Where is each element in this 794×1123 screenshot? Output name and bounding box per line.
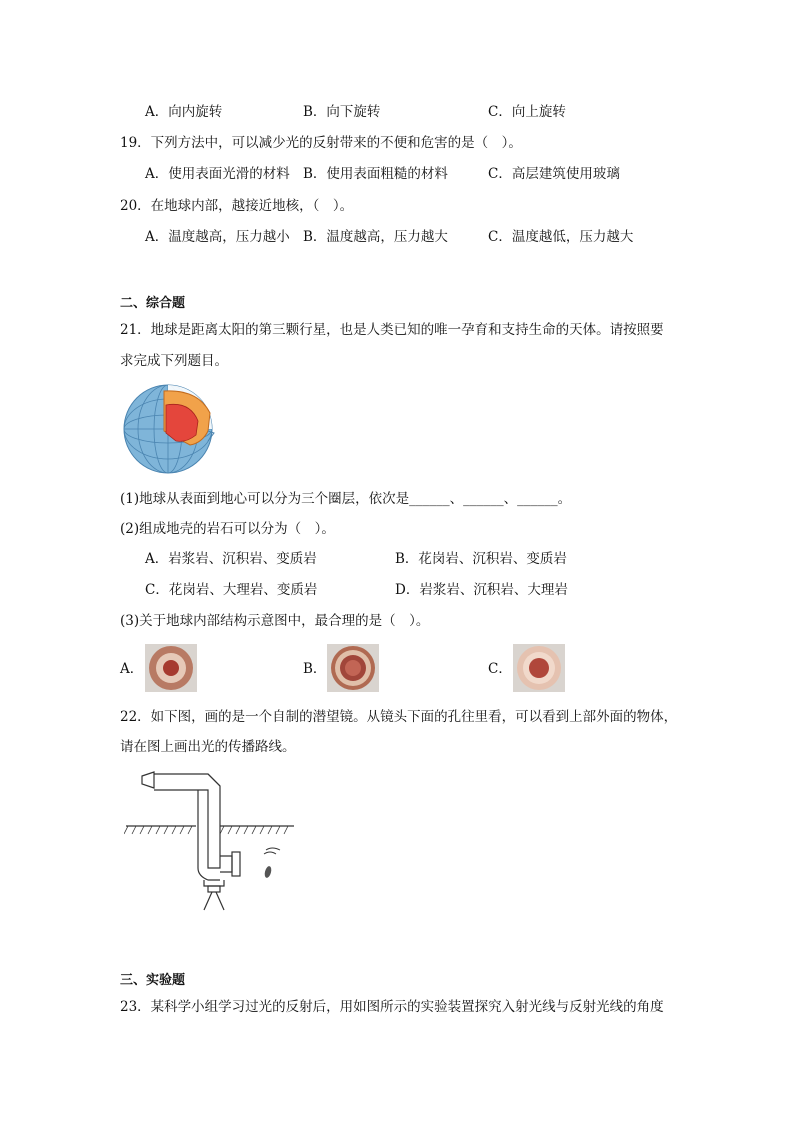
- q19-option-b: B．使用表面粗糙的材料: [303, 166, 448, 182]
- q21-sub2-option-b: B．花岗岩、沉积岩、变质岩: [395, 551, 567, 567]
- q21-sub1: (1)地球从表面到地心可以分为三个圈层，依次是______、______、______。: [120, 491, 572, 507]
- q21-stem-line1: 21．地球是距离太阳的第三颗行星，也是人类已知的唯一孕育和支持生命的天体。请按照要: [120, 322, 664, 338]
- q21-sub2-option-a: A．岩浆岩、沉积岩、变质岩: [145, 551, 317, 567]
- q21-sub2-option-c: C．花岗岩、大理岩、变质岩: [145, 582, 318, 598]
- q19-option-a: A．使用表面光滑的材料: [145, 166, 290, 182]
- periscope-illustration: [124, 768, 299, 917]
- q20-option-b: B．温度越高，压力越大: [303, 229, 448, 245]
- q20-option-c: C．温度越低，压力越大: [488, 229, 634, 245]
- q21-stem-line2: 求完成下列题目。: [120, 353, 228, 369]
- q23-stem-line1: 23．某科学小组学习过光的反射后，用如图所示的实验装置探究入射光线与反射光线的角度: [120, 999, 664, 1015]
- earth-structure-option-c-image: [513, 644, 565, 696]
- section-2-title: 二、综合题: [120, 296, 186, 311]
- q20-option-a: A．温度越高，压力越小: [145, 229, 290, 245]
- q18-option-c: C．向上旋转: [488, 104, 566, 120]
- q22-stem-line1: 22．如下图，画的是一个自制的潜望镜。从镜头下面的孔往里看，可以看到上部外面的物体，: [120, 709, 678, 725]
- q19-option-c: C．高层建筑使用玻璃: [488, 166, 620, 182]
- q19-stem: 19．下列方法中，可以减少光的反射带来的不便和危害的是（ ）。: [120, 135, 522, 151]
- q21-sub2: (2)组成地壳的岩石可以分为（ ）。: [120, 521, 335, 537]
- earth-cutaway-illustration: [122, 383, 218, 479]
- earth-structure-option-a-image: [145, 644, 197, 696]
- q22-stem-line2: 请在图上画出光的传播路线。: [120, 739, 296, 755]
- q20-stem: 20．在地球内部，越接近地核，（ ）。: [120, 198, 354, 214]
- q21-sub3-option-a-label: A．: [120, 661, 144, 677]
- q21-sub3: (3)关于地球内部结构示意图中，最合理的是（ ）。: [120, 613, 430, 629]
- q18-option-b: B．向下旋转: [303, 104, 381, 120]
- earth-structure-option-b-image: [327, 644, 379, 696]
- section-3-title: 三、实验题: [120, 973, 186, 988]
- q21-sub2-option-d: D．岩浆岩、沉积岩、大理岩: [395, 582, 568, 598]
- q21-sub3-option-c-label: C．: [488, 661, 512, 677]
- q18-option-a: A．向内旋转: [145, 104, 223, 120]
- q21-sub3-option-b-label: B．: [303, 661, 327, 677]
